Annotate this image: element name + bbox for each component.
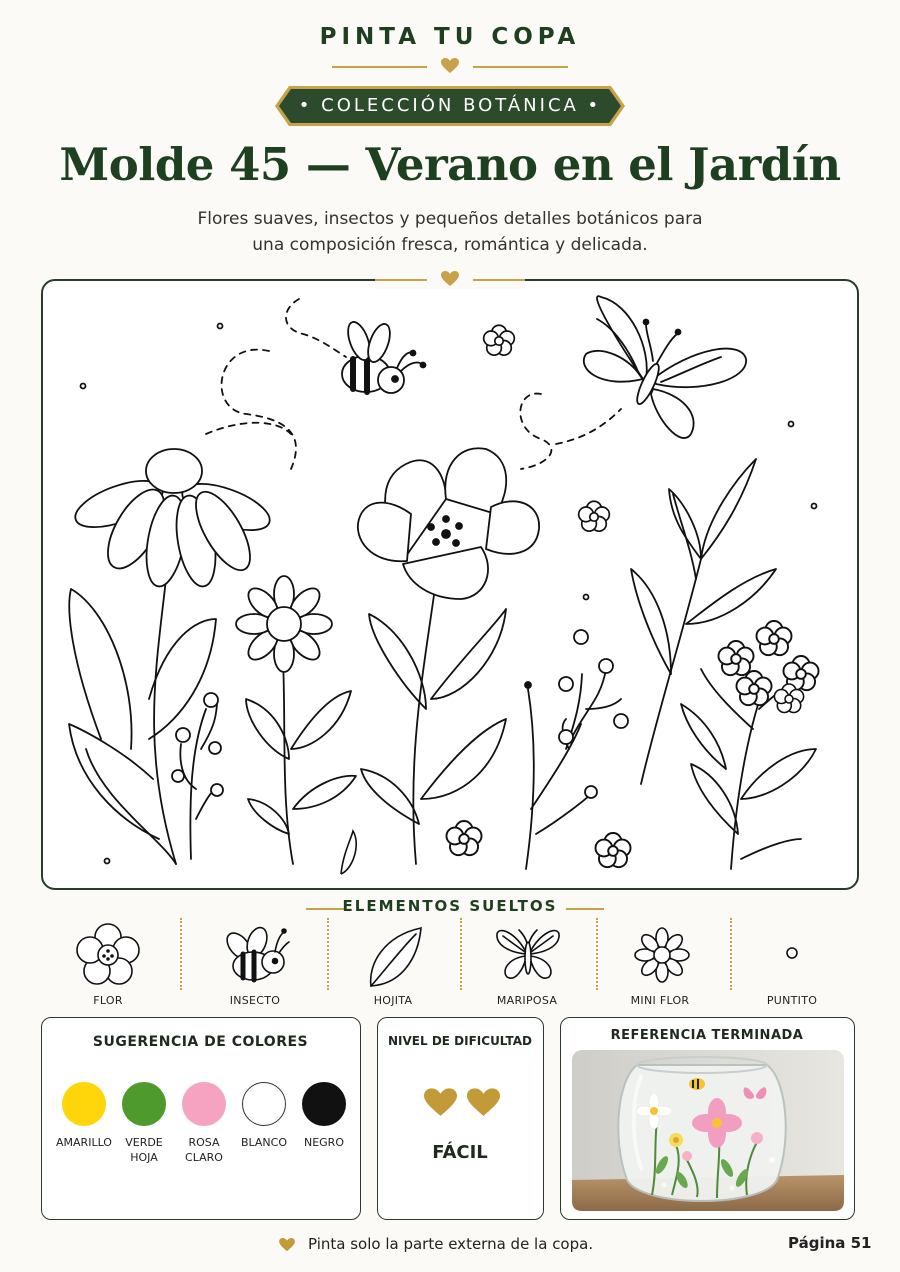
color-swatch (242, 1082, 286, 1126)
separator (180, 918, 182, 990)
finished-glass-photo (572, 1050, 844, 1211)
color-swatch-label (286, 1135, 362, 1150)
flower-icon (70, 922, 146, 988)
bee-icon (219, 922, 291, 984)
botanical-line-art (41, 279, 859, 890)
loose-label-mini-flor: MINI FLOR (630, 994, 690, 1007)
separator (327, 918, 329, 990)
color-swatch (122, 1082, 166, 1126)
loose-elements-heading: ELEMENTOS SUELTOS (342, 897, 558, 915)
color-swatch (62, 1082, 106, 1126)
color-name-line-2: CLARO (185, 1151, 223, 1164)
color-name-line-1: BLANCO (240, 1136, 288, 1149)
divider-right (473, 66, 568, 68)
dot-icon (785, 946, 799, 960)
color-name-line-1: NEGRO (303, 1136, 344, 1149)
difficulty-heart-icon (467, 1088, 500, 1118)
mini-flower-icon (633, 926, 691, 984)
color-name-line-1: ROSA (188, 1136, 220, 1149)
color-name-line-1: AMARILLO (56, 1136, 112, 1149)
divider-left (332, 66, 427, 68)
color-swatch (182, 1082, 226, 1126)
difficulty-title: NIVEL DE DIFICULTAD (388, 1034, 532, 1048)
page-title: Molde 45 — Verano en el Jardín (59, 138, 841, 191)
collection-label: • COLECCIÓN BOTÁNICA • (298, 95, 602, 116)
color-swatch (302, 1082, 346, 1126)
separator (460, 918, 462, 990)
heart-icon (441, 58, 459, 74)
loose-label-puntito: PUNTITO (766, 994, 818, 1007)
footer-heart-icon (279, 1238, 295, 1252)
leaf-icon (366, 924, 426, 990)
color-name-line-1: VERDE (125, 1136, 163, 1149)
loose-label-mariposa: MARIPOSA (496, 994, 558, 1007)
loose-label-hojita: HOJITA (373, 994, 413, 1007)
difficulty-box (377, 1017, 544, 1220)
loose-divider-right (566, 908, 604, 910)
loose-label-insecto: INSECTO (229, 994, 281, 1007)
page-subtitle (150, 206, 750, 258)
page-number: Página 51 (788, 1234, 872, 1252)
butterfly-icon (493, 922, 563, 984)
footer-note: Pinta solo la parte externa de la copa. (308, 1235, 594, 1253)
separator (596, 918, 598, 990)
subtitle-line-2: una composición fresca, romántica y delicada. (252, 235, 648, 255)
reference-title: REFERENCIA TERMINADA (610, 1028, 804, 1043)
color-suggestions-title: SUGERENCIA DE COLORES (92, 1034, 309, 1050)
subtitle-line-1: Flores suaves, insectos y pequeños detalles botánicos para (197, 209, 703, 229)
color-name-line-2: HOJA (130, 1151, 158, 1164)
loose-label-flor: FLOR (93, 994, 123, 1007)
separator (730, 918, 732, 990)
difficulty-level: FÁCIL (432, 1142, 488, 1163)
series-title: PINTA TU COPA (319, 24, 581, 50)
difficulty-heart-icon (424, 1088, 457, 1118)
